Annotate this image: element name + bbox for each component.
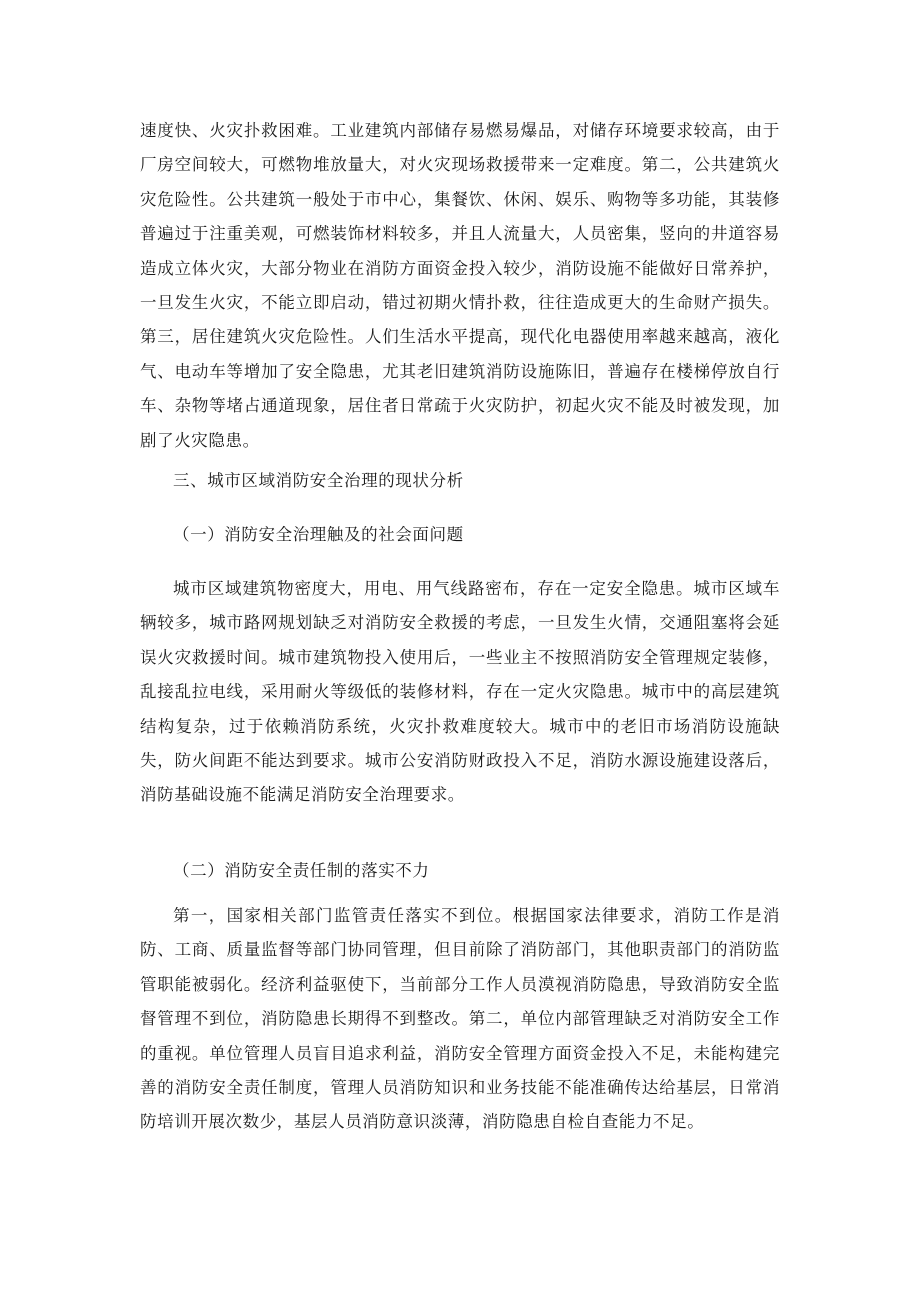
body-paragraph-fire-risk: 速度快、火灾扑救困难。工业建筑内部储存易燃易爆品，对储存环境要求较高，由于厂房空间较大，可燃物堆放量大，对火灾现场救援带来一定难度。第二，公共建筑火灾危险性。公共建筑一般处于市中心，集餐饮、休闲、娱乐、购物等多功能，其装修普遍过于注重美观，可燃装饰材料较多，并且人流量大，人员密集，竖向的井道容易造成立体火灾，大部分物业在消防方面资金投入较少，消防设施不能做好日常养护，一旦发生火灾，不能立即启动，错过初期火情扑救，往往造成更大的生命财产损失。第三，居住建筑火灾危险性。人们生活水平提高，现代化电器使用率越来越高，液化气、电动车等增加了安全隐患，尤其老旧建筑消防设施陈旧，普遍存在楼梯停放自行车、杂物等堵占通道现象，居住者日常疏于火灾防护，初起火灾不能及时被发现，加剧了火灾隐患。 <box>140 121 780 450</box>
subsection-heading-social-issues: （一）消防安全治理触及的社会面问题 <box>173 525 464 544</box>
body-paragraph-social-issues: 城市区域建筑物密度大，用电、用气线路密布，存在一定安全隐患。城市区域车辆较多，城市路网规划缺乏对消防安全救援的考虑，一旦发生火情，交通阻塞将会延误火灾救援时间。城市建筑物投入使用后，一些业主不按照消防安全管理规定装修，乱接乱拉电线，采用耐火等级低的装修材料，存在一定火灾隐患。城市中的高层建筑结构复杂，过于依赖消防系统，火灾扑救难度较大。城市中的老旧市场消防设施缺失，防火间距不能达到要求。城市公安消防财政投入不足，消防水源设施建设落后，消防基础设施不能满足消防安全治理要求。 <box>140 579 780 805</box>
subsection-heading-responsibility: （二）消防安全责任制的落实不力 <box>173 861 430 880</box>
body-paragraph-responsibility: 第一，国家相关部门监管责任落实不到位。根据国家法律要求，消防工作是消防、工商、质量监督等部门协同管理，但目前除了消防部门，其他职责部门的消防监管职能被弱化。经济利益驱使下，当前部分工作人员漠视消防隐患，导致消防安全监督管理不到位，消防隐患长期得不到整改。第二，单位内部管理缺乏对消防安全工作的重视。单位管理人员盲目追求利益，消防安全管理方面资金投入不足，未能构建完善的消防安全责任制度，管理人员消防知识和业务技能不能准确传达给基层，日常消防培训开展次数少，基层人员消防意识淡薄，消防隐患自检自查能力不足。 <box>140 906 780 1132</box>
section-heading: 三、城市区域消防安全治理的现状分析 <box>173 471 464 490</box>
